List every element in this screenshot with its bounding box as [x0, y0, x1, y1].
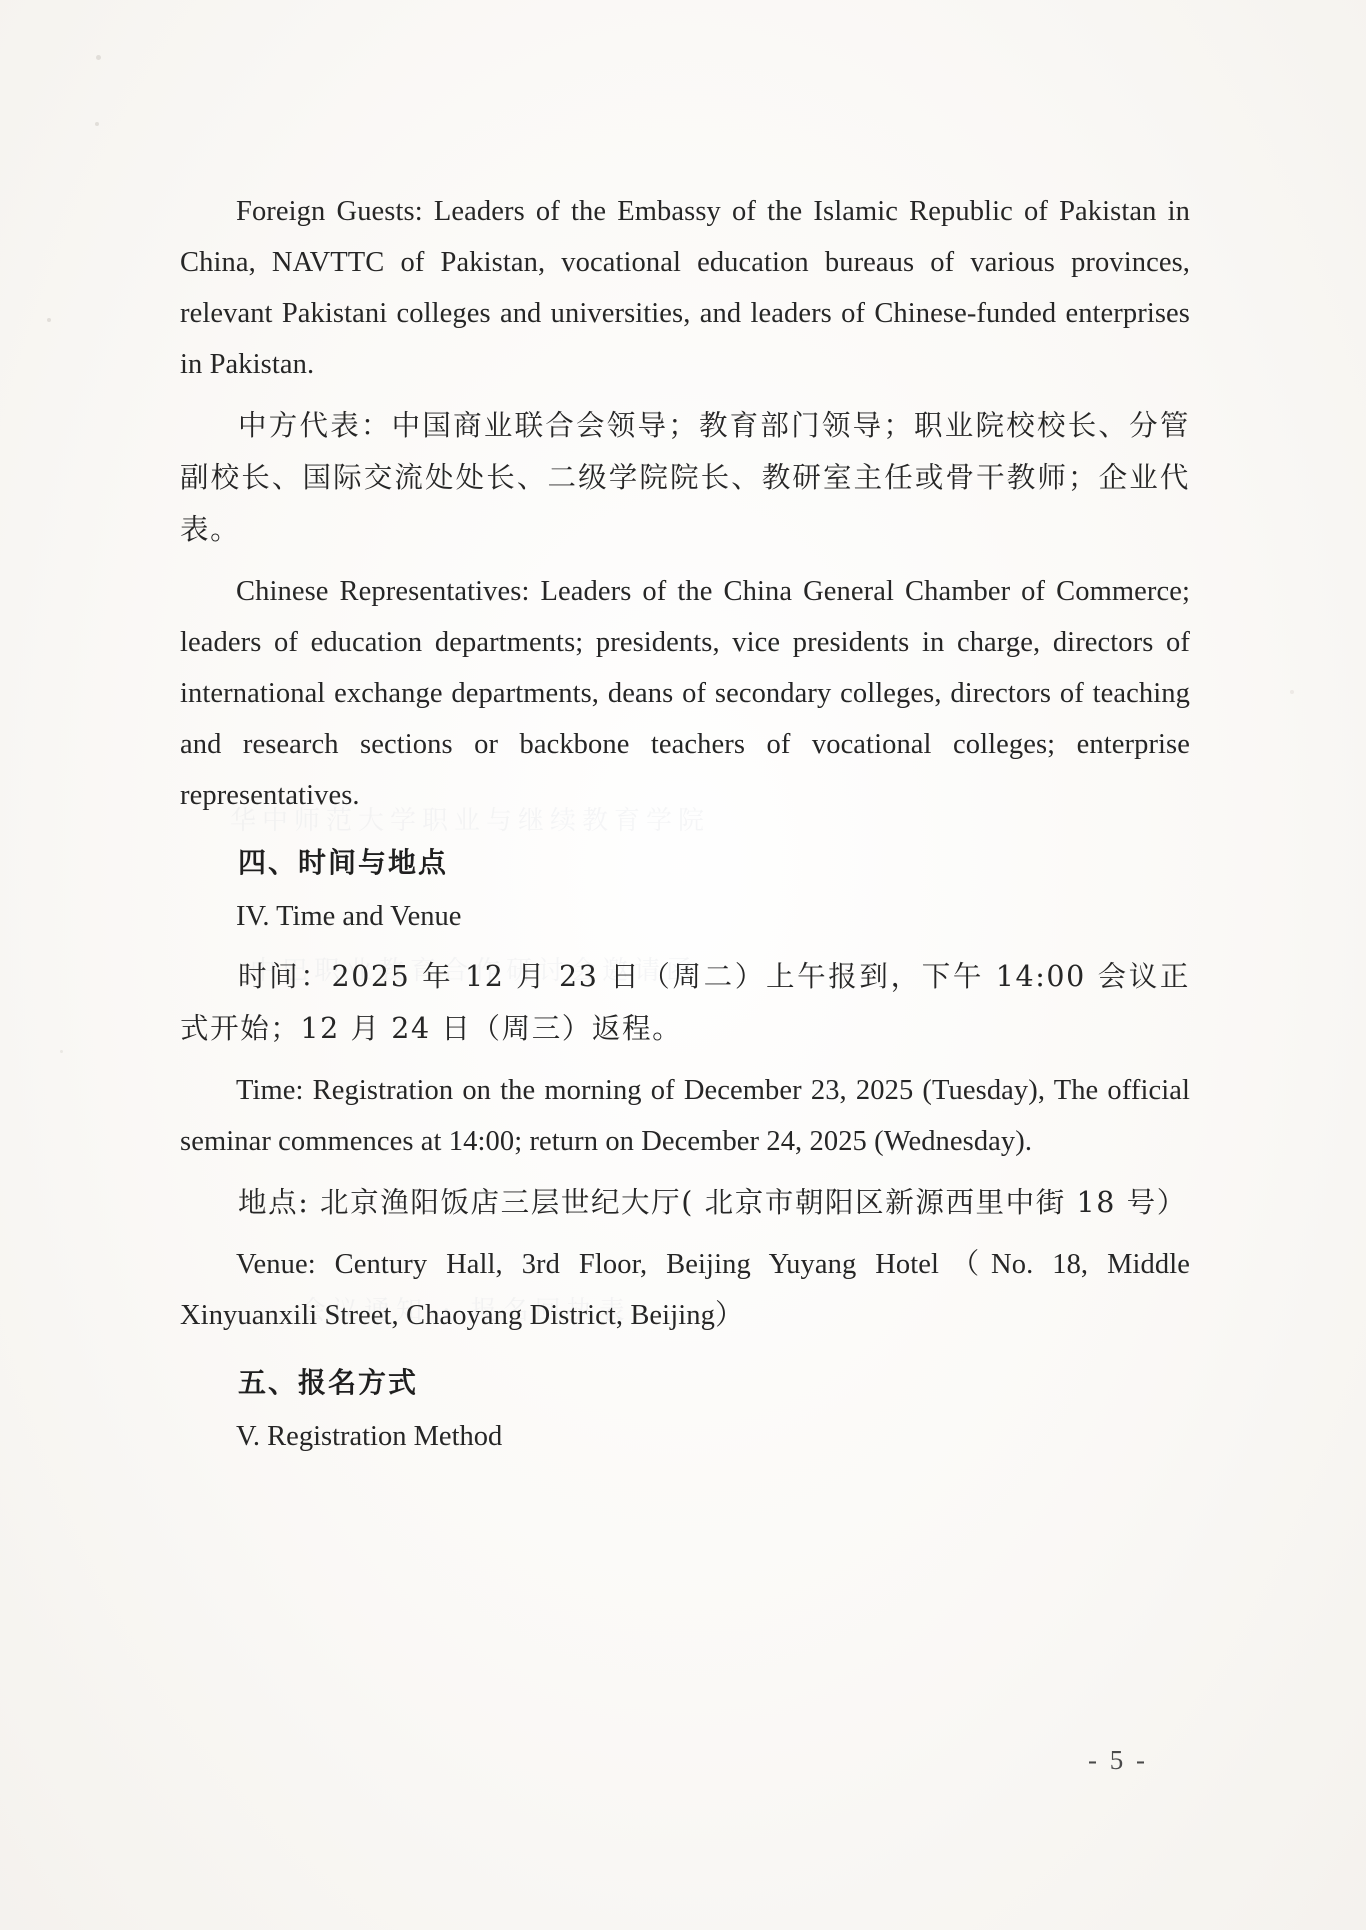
paragraph-time-chinese: 时间：2025 年 12 月 23 日（周二）上午报到，下午 14:00 会议正式开始；12 月 24 日（周三）返程。 [180, 960, 1190, 1045]
scan-speck [96, 55, 101, 60]
scan-speck [95, 122, 99, 126]
heading-section-5-chinese: 五、报名方式 [238, 1366, 419, 1399]
page-footer [0, 1745, 1366, 1776]
heading-section-5-english: V. Registration Method [236, 1421, 503, 1452]
paragraph-venue-english: Venue: Century Hall, 3rd Floor, Beijing Yuyang Hotel（No. 18, Middle Xinyuanxili Street, Chaoyang District, Beijing） [180, 1249, 1190, 1331]
heading-section-4-english: IV. Time and Venue [236, 901, 462, 932]
scan-speck [47, 318, 51, 322]
paragraph-foreign-guests-english: Foreign Guests: Leaders of the Embassy of the Islamic Republic of Pakistan in China, NAVTTC of Pakistan, vocational education bureaus of various provinces, relevant Pakistani colleges and universities, and leaders of Chinese-funded enterprises in Pakistan. [180, 196, 1190, 380]
paragraph-time-english: Time: Registration on the morning of December 23, 2025 (Tuesday), The official seminar commences at 14:00; return on December 24, 2025 (Wednesday). [180, 1075, 1190, 1157]
paragraph-chinese-representatives-english: Chinese Representatives: Leaders of the China General Chamber of Commerce; leaders of education departments; presidents, vice presidents in charge, directors of international exchange departments, deans of secondary colleges, directors of teaching and research sections or backbone teachers of vocational colleges; enterprise representatives. [180, 576, 1190, 811]
heading-section-4-chinese: 四、时间与地点 [238, 846, 449, 879]
document-body [180, 186, 1190, 1465]
scan-speck [60, 1050, 63, 1053]
paragraph-venue-chinese: 地点: 北京渔阳饭店三层世纪大厅( 北京市朝阳区新源西里中街 18 号） [238, 1186, 1187, 1219]
paragraph-chinese-representatives-chinese: 中方代表：中国商业联合会领导；教育部门领导；职业院校校长、分管副校长、国际交流处处长、二级学院院长、教研室主任或骨干教师；企业代表。 [180, 409, 1190, 546]
scan-speck [1290, 690, 1294, 694]
page-number: - 5 - [1088, 1745, 1148, 1775]
